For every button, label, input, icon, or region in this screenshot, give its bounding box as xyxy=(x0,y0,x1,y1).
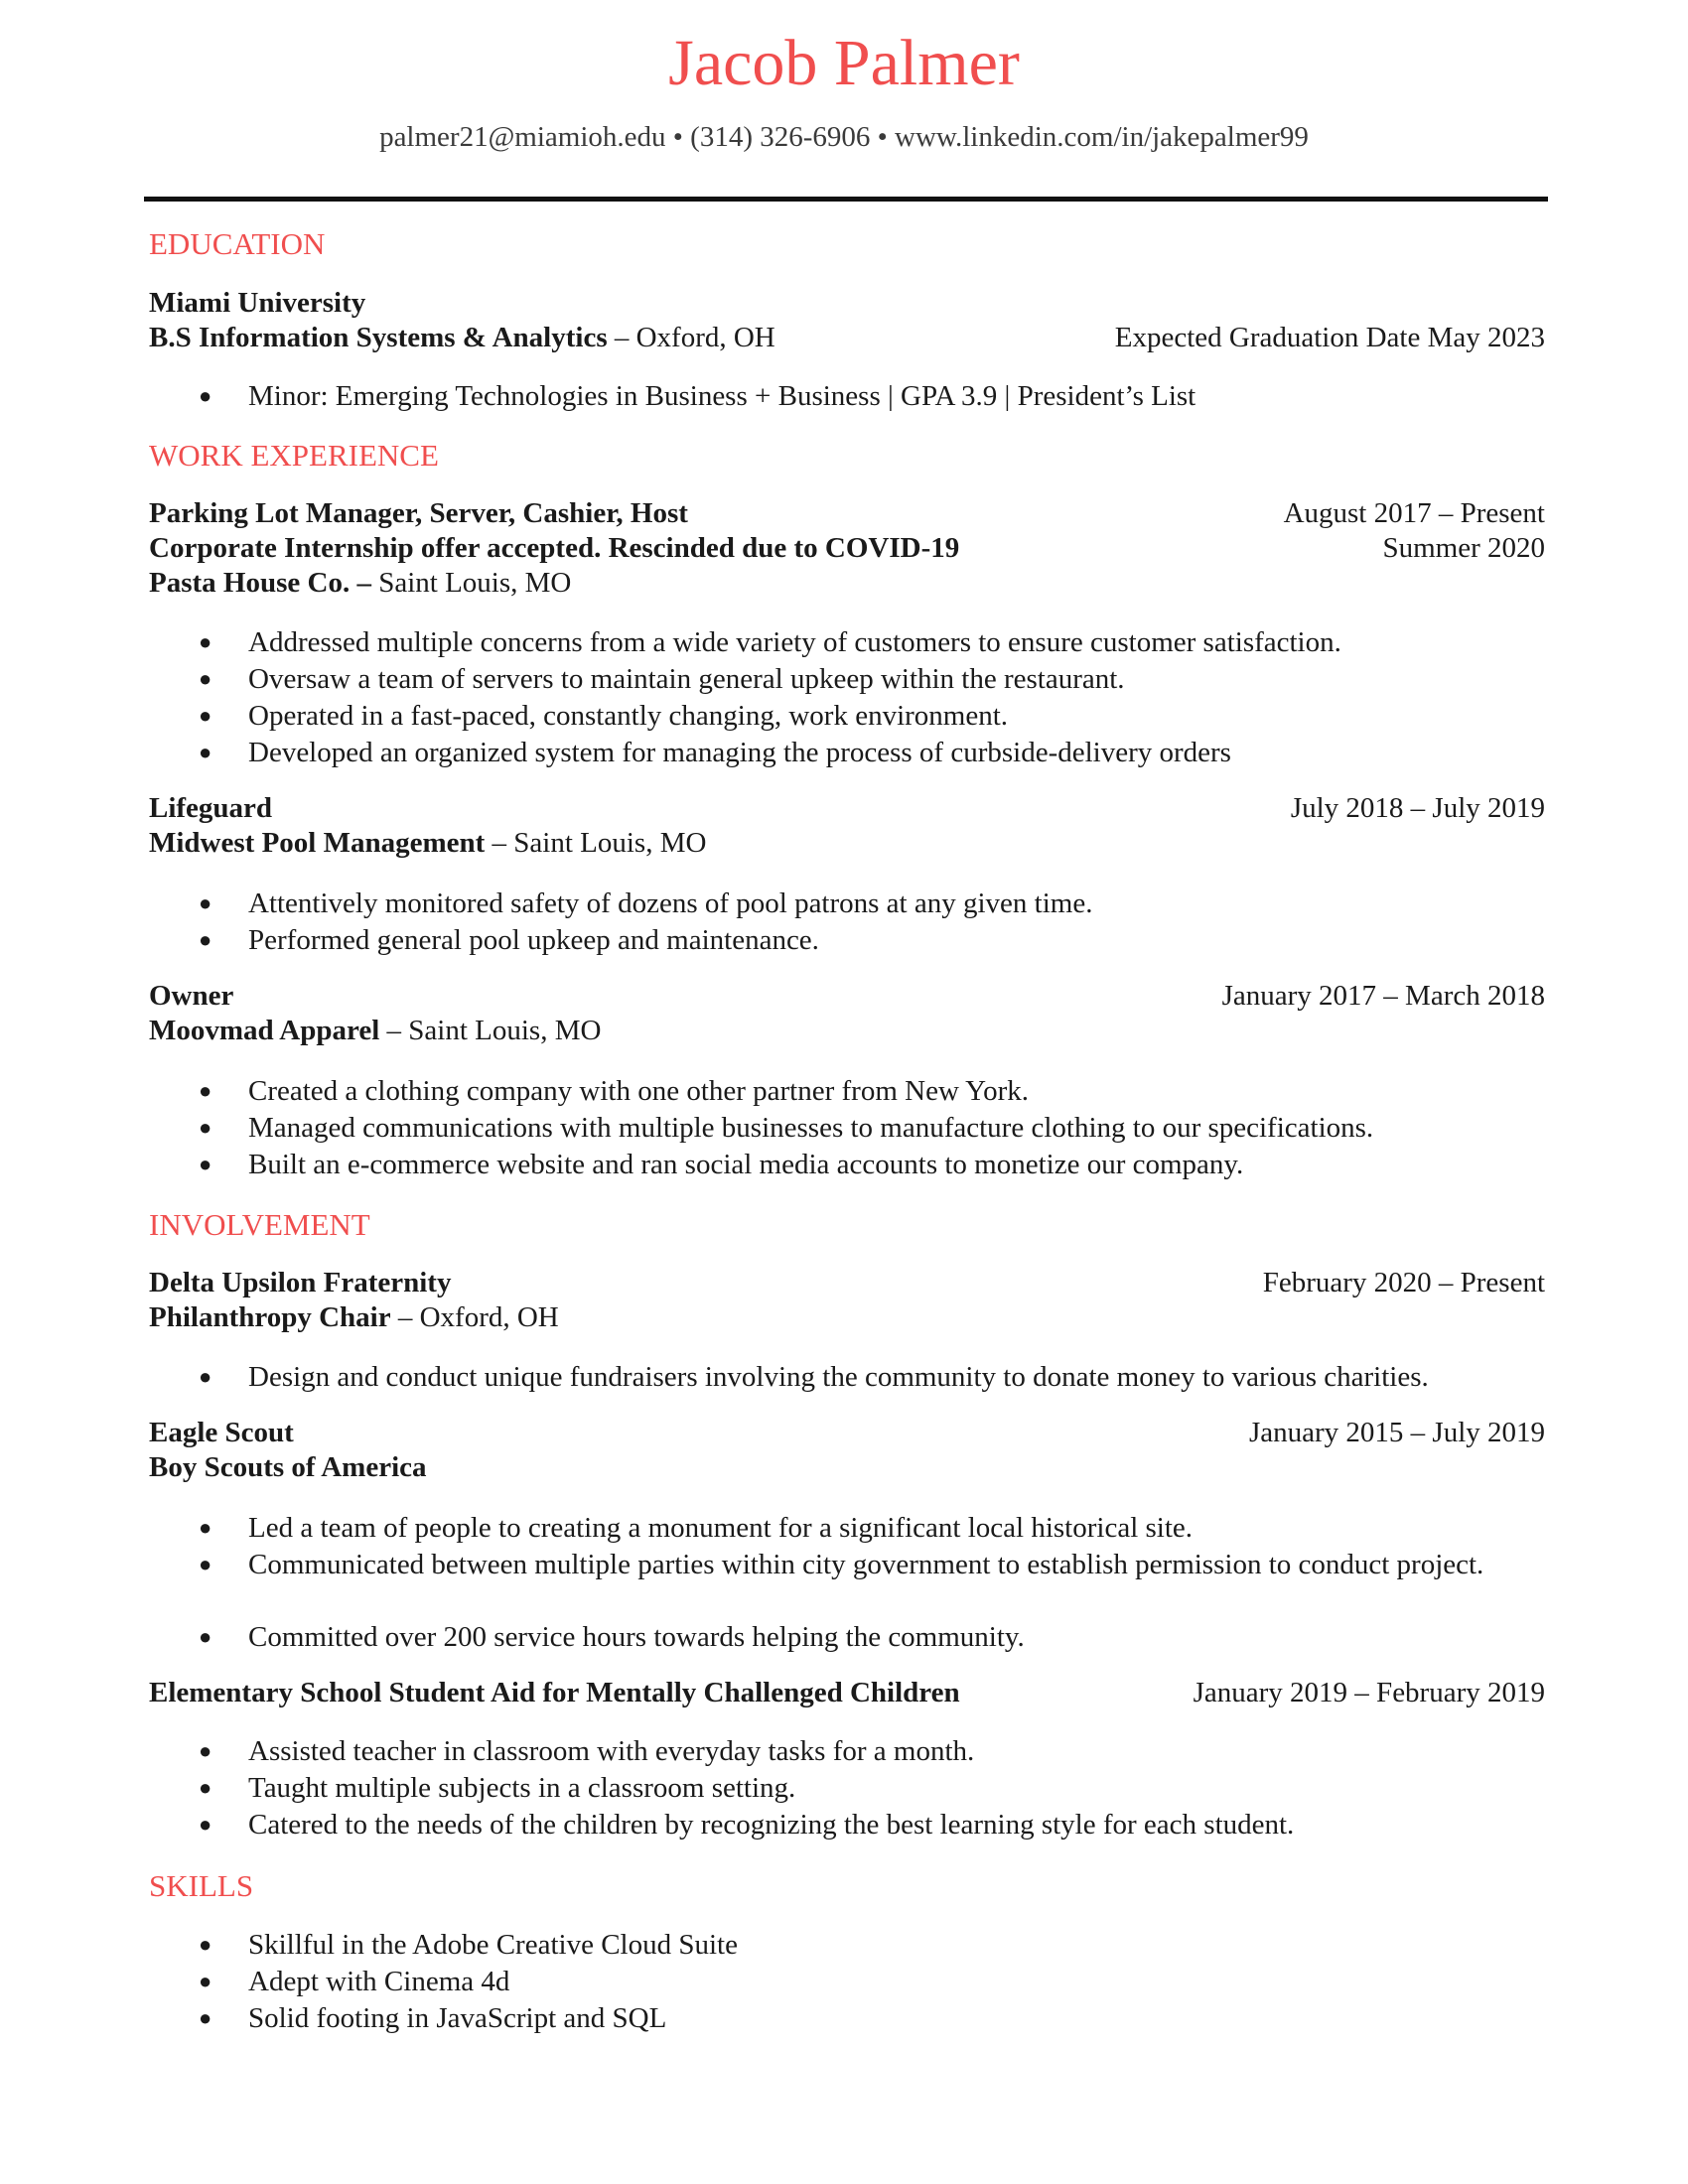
bullet-icon: ● xyxy=(199,1738,212,1763)
bullet-icon: ● xyxy=(199,1364,212,1389)
bullet-icon: ● xyxy=(199,1932,212,1957)
job-role: Lifeguard July 2018 – July 2019 xyxy=(149,792,1545,824)
job-date: July 2018 – July 2019 xyxy=(1290,792,1545,824)
degree-line xyxy=(149,321,1545,354)
header-divider xyxy=(144,197,1548,202)
bullet-icon: ● xyxy=(199,1775,212,1800)
involvement-org: Delta Upsilon Fraternity February 2020 – Present xyxy=(149,1267,1545,1298)
contact-line: palmer21@miamioh.edu • (314) 326-6906 • www.linkedin.com/in/jakepalmer99 xyxy=(379,121,1309,153)
candidate-name: Jacob Palmer xyxy=(668,27,1020,99)
degree-location: – Oxford, OH xyxy=(607,322,775,353)
involvement-role: Boy Scouts of America xyxy=(149,1451,427,1483)
bullet-icon: ● xyxy=(199,703,212,728)
job-company: Pasta House Co. – Saint Louis, MO xyxy=(149,567,572,599)
bullet-icon: ● xyxy=(199,1078,212,1103)
resume-page: Jacob Palmer palmer21@miamioh.edu • (314) 326-6906 • www.linkedin.com/in/jakepalmer99 EDUCATION Miami University B.S Information Systems & Analytics – Oxford, OH Expected Graduation Date May 2023 ● Minor: Emerging Technologies in Business + Business | GPA 3.9 | President’s List WORK EXPERIENCE Parking Lot Manager, Server, Cashier, Host August 2017 – Present Corporate Internship offer accepted. Rescinded due to COVID-19 Summer 2020 Pasta House Co. – Saint Louis, MO ● Addressed multiple concerns from a wide variety of customers to ensure customer satisfaction. ● Oversaw a team of servers to maintain general upkeep within the restaurant. ● Operated in a fast-paced, constantly changing, work environment. ● Developed an organized system for managing the process of curbside-delivery orders Lifeguard July 2018 – July 2019 Midwest Pool Management – Saint Louis, MO ● Attentively monitored safety of dozens of pool patrons at any given time. ● Performed general pool upkeep and maintenance. Owner January 2017 – March 2018 Moovmad Apparel – Saint Louis, MO ● Created a clothing company with one other partner from New York. ● Managed communications with multiple businesses to manufacture clothing to our specifications. ● Built an e-commerce website and ran social media accounts to monetize our company. INVOLVEMENT Delta Upsilon Fraternity February 2020 – Present Philanthropy Chair – Oxford, OH ● Design and conduct unique fundraisers involving the community to donate money to various charities. Eagle Scout January 2015 – July 2019 Boy Scouts of America ● Led a team of people to creating a monument for a significant local historical site. ● Communicated between multiple parties within city government to establish permission to conduct project. ● Committed over 200 service hours towards helping the community. Elementary School Student Aid for Mentally Challenged Children January 2019 – February 2019 ● Assisted teacher in classroom with everyday tasks for a month. ● Taught multiple subjects in a classroom setting. ● Catered to the needs of the children by recognizing the best learning style for each student. SKILLS ● Skillful in the Adobe Creative Cloud Suite ● Adept with Cinema 4d ● Solid footing in JavaScript and SQL xyxy=(0,0,1688,2184)
job-note: Corporate Internship offer accepted. Rescinded due to COVID-19 Summer 2020 xyxy=(149,532,1545,564)
bullet-icon: ● xyxy=(199,1115,212,1140)
involvement-org: Eagle Scout January 2015 – July 2019 xyxy=(149,1417,1545,1448)
section-title-education: EDUCATION xyxy=(149,226,326,261)
bullet-icon: ● xyxy=(199,1624,212,1649)
involvement-date: January 2019 – February 2019 xyxy=(1193,1677,1545,1708)
job-date: August 2017 – Present xyxy=(1283,497,1545,529)
job-company: Midwest Pool Management – Saint Louis, MO xyxy=(149,827,707,859)
bullet-icon: ● xyxy=(199,740,212,764)
graduation-date: Expected Graduation Date May 2023 xyxy=(1114,322,1545,353)
degree-name: B.S Information Systems & Analytics xyxy=(149,322,608,353)
bullet-icon: ● xyxy=(199,666,212,691)
bullet-icon: ● xyxy=(199,629,212,654)
involvement-role: Philanthropy Chair – Oxford, OH xyxy=(149,1301,559,1333)
job-role: Parking Lot Manager, Server, Cashier, Host August 2017 – Present xyxy=(149,497,1545,529)
bullet-icon: ● xyxy=(199,1969,212,1993)
section-title-involvement: INVOLVEMENT xyxy=(149,1207,370,1242)
bullet-icon: ● xyxy=(199,890,212,915)
job-role: Owner January 2017 – March 2018 xyxy=(149,980,1545,1012)
bullet-icon: ● xyxy=(199,2005,212,2030)
involvement-org: Elementary School Student Aid for Mentally Challenged Children January 2019 – February 2019 xyxy=(149,1677,1545,1708)
bullet-icon: ● xyxy=(199,927,212,952)
school-name: Miami University xyxy=(149,287,366,319)
involvement-date: February 2020 – Present xyxy=(1262,1267,1545,1298)
bullet-icon: ● xyxy=(199,383,212,408)
bullet-icon: ● xyxy=(199,1515,212,1540)
bullet-icon: ● xyxy=(199,1152,212,1176)
bullet-icon: ● xyxy=(199,1552,212,1576)
section-title-skills: SKILLS xyxy=(149,1868,254,1903)
bullet-icon: ● xyxy=(199,1812,212,1837)
section-title-work: WORK EXPERIENCE xyxy=(149,438,439,473)
job-date: January 2017 – March 2018 xyxy=(1221,980,1545,1012)
involvement-date: January 2015 – July 2019 xyxy=(1248,1417,1545,1448)
job-company: Moovmad Apparel – Saint Louis, MO xyxy=(149,1015,602,1046)
job-note-date: Summer 2020 xyxy=(1382,532,1545,564)
